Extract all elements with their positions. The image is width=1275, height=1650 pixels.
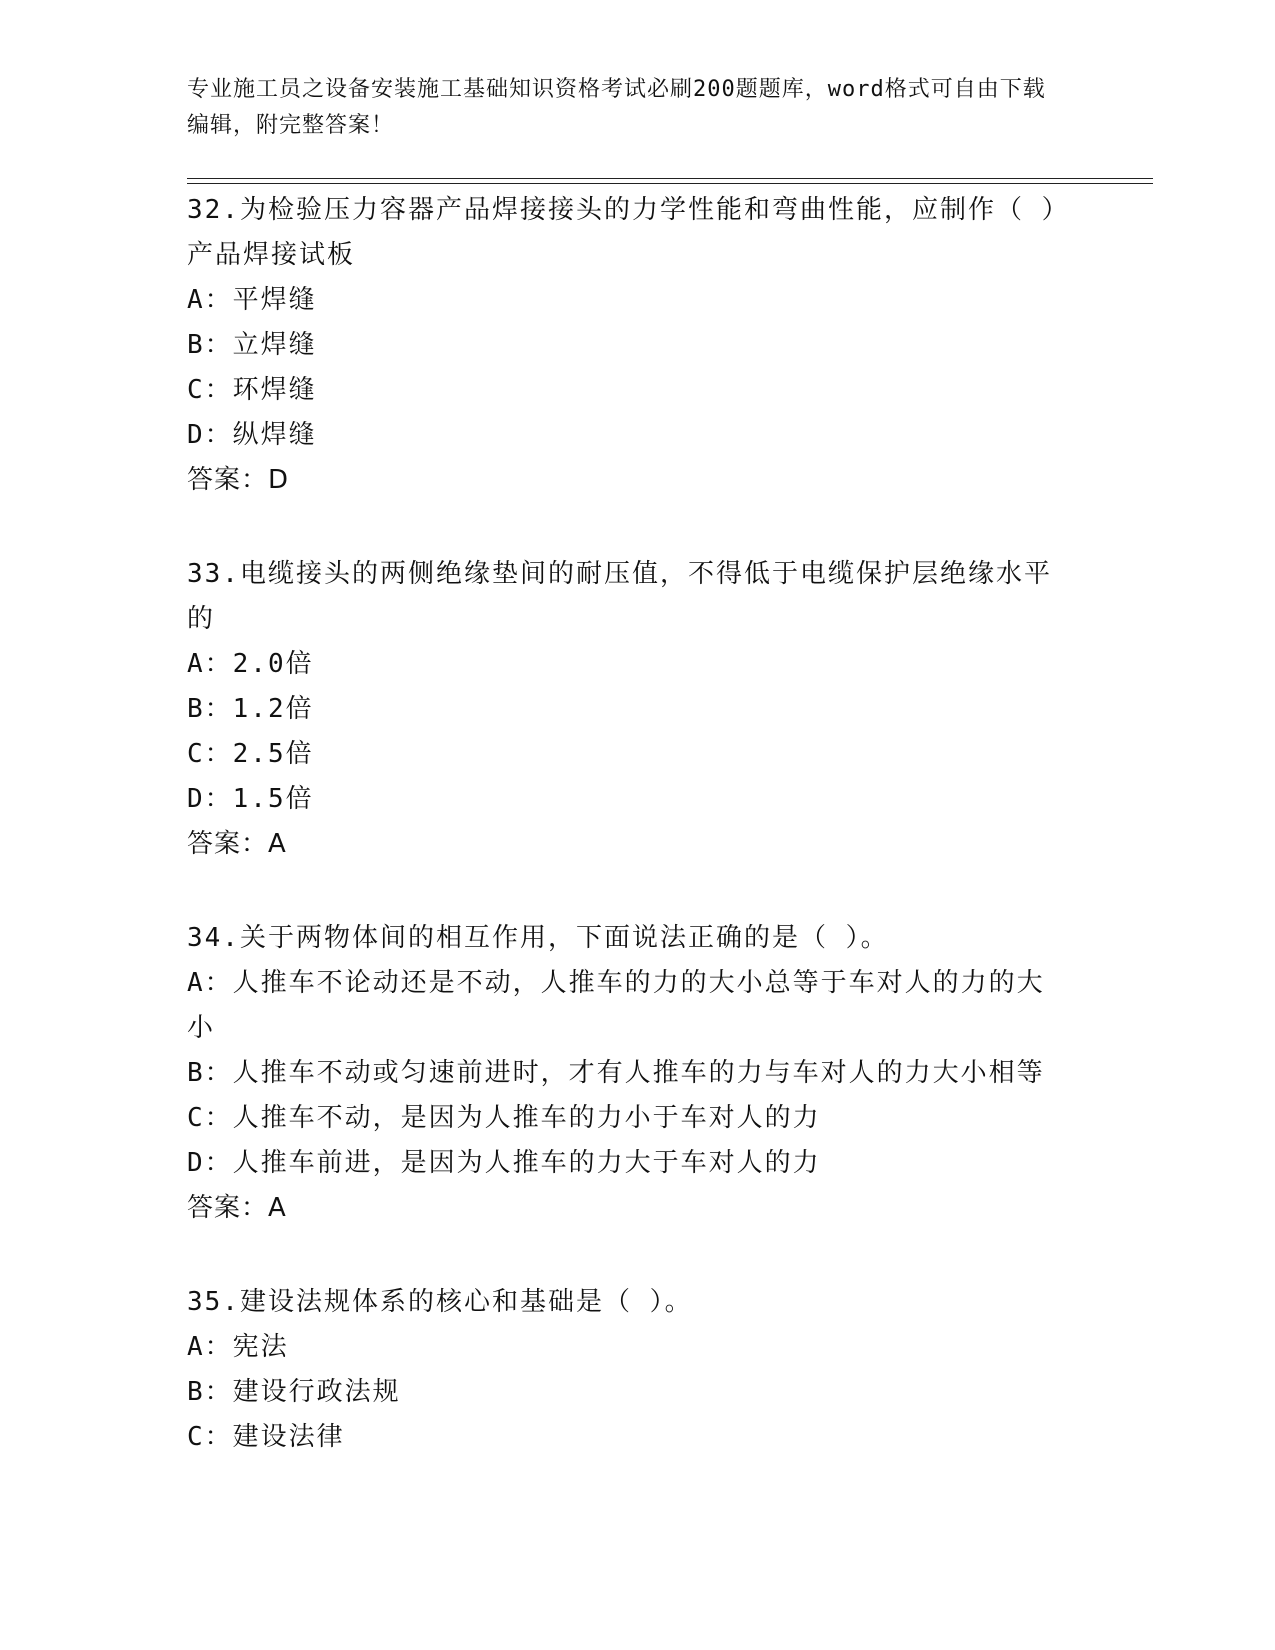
header-divider-top — [187, 178, 1153, 179]
question-35 — [187, 1280, 1067, 1460]
question-32 — [187, 188, 1067, 503]
question-stem: 33.电缆接头的两侧绝缘垫间的耐压值，不得低于电缆保护层绝缘水平的 — [187, 559, 1052, 634]
option-a: A：宪法 — [187, 1332, 289, 1362]
option-c: C：环焊缝 — [187, 375, 317, 405]
option-c: C：人推车不动，是因为人推车的力小于车对人的力 — [187, 1103, 821, 1133]
option-b: B：人推车不动或匀速前进时，才有人推车的力与车对人的力大小相等 — [187, 1058, 1045, 1088]
question-stem: 35.建设法规体系的核心和基础是（ ）。 — [187, 1287, 693, 1317]
option-c: C：建设法律 — [187, 1422, 345, 1452]
option-a: A：平焊缝 — [187, 285, 317, 315]
question-stem: 32.为检验压力容器产品焊接接头的力学性能和弯曲性能，应制作（ ）产品焊接试板 — [187, 195, 1057, 270]
answer: 答案：D — [187, 465, 290, 495]
document-header: 专业施工员之设备安装施工基础知识资格考试必刷200题题库，word格式可自由下载编辑，附完整答案！ — [187, 77, 1046, 138]
option-b: B：立焊缝 — [187, 330, 317, 360]
option-d: D：人推车前进，是因为人推车的力大于车对人的力 — [187, 1148, 821, 1178]
option-d: D：纵焊缝 — [187, 420, 317, 450]
answer: 答案：A — [187, 1193, 287, 1223]
option-a: A：2.0倍 — [187, 649, 314, 679]
option-b: B：1.2倍 — [187, 694, 314, 724]
option-d: D：1.5倍 — [187, 784, 314, 814]
question-33 — [187, 552, 1067, 867]
question-34 — [187, 916, 1067, 1231]
option-b: B：建设行政法规 — [187, 1377, 401, 1407]
answer: 答案：A — [187, 829, 287, 859]
option-c: C：2.5倍 — [187, 739, 314, 769]
option-a: A：人推车不论动还是不动，人推车的力的大小总等于车对人的力的大小 — [187, 968, 1045, 1043]
question-stem: 34.关于两物体间的相互作用，下面说法正确的是（ ）。 — [187, 923, 889, 953]
header-divider-bottom — [187, 183, 1153, 184]
